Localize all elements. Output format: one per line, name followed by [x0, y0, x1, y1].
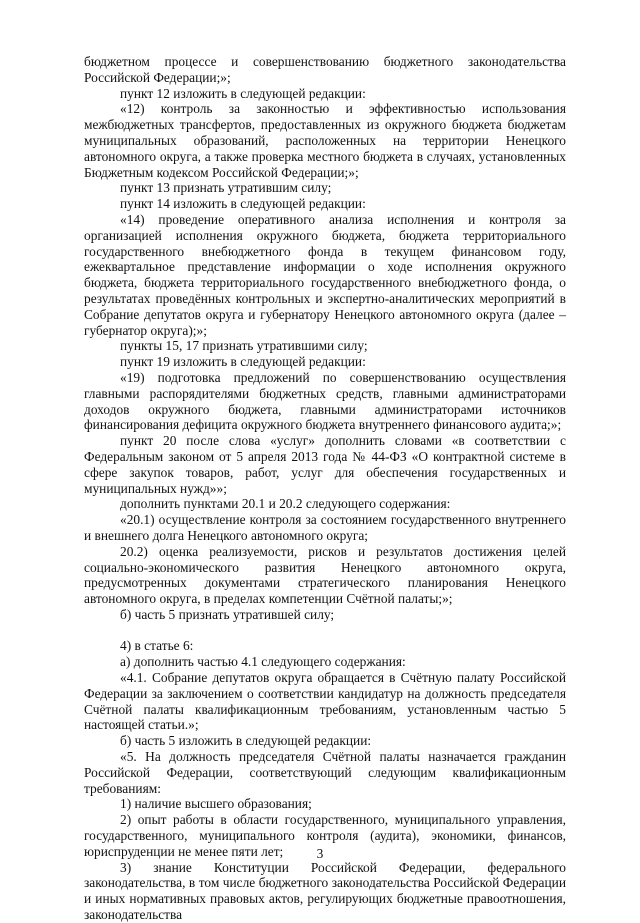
paragraph: 4) в статье 6: [120, 638, 194, 654]
page-number: 3 [316, 846, 324, 861]
paragraph: дополнить пунктами 20.1 и 20.2 следующего содержания: [120, 496, 451, 512]
paragraph: пункт 20 после слова «услуг» дополнить словами «в соответствии с Федеральным законом от 5 апреля 2013 года № 44-ФЗ «О контрактной системе в сфере закупок товаров, работ, услуг для обеспечения государственных и муниципальных нужд»»; [84, 433, 566, 496]
paragraph: б) часть 5 признать утратившей силу; [120, 606, 335, 622]
paragraph: «19) подготовка предложений по совершенствованию осуществления главными распорядителями бюджетных средств, главными администраторами доходов окружного бюджета, главными администраторами источников финансирования дефицита окружного бюджета внутреннего финансового аудита;»; [84, 369, 566, 433]
paragraph: «14) проведение оперативного анализа исполнения и контроля за организацией исполнения окружного бюджета, бюджета территориального государственного внебюджетного фонда в текущем финансовом году, ежеквартальное представление информации о ходе исполнения окружного бюджета, бюджета территориального государственного внебюджетного фонда, о результатах проведённых контрольных и экспертно-аналитических мероприятий в Собрание депутатов округа и губернатору Ненецкого автономного округа (далее – губернатор округа);»; [84, 211, 566, 338]
paragraph: пункт 13 признать утратившим силу; [120, 180, 332, 196]
paragraph-spacer [84, 623, 566, 639]
paragraph: пункт 14 изложить в следующей редакции: [120, 196, 366, 212]
paragraph: «4.1. Собрание депутатов округа обращается в Счётную палату Российской Федерации за заключением о соответствии кандидатур на должность председателя Счётной палаты квалификационным требованиям, установленным частью 5 настоящей статьи.»; [84, 670, 566, 733]
paragraph: «20.1) осуществление контроля за состоянием государственного внутреннего и внешнего долга Ненецкого автономного округа; [84, 512, 566, 543]
paragraph: «12) контроль за законностью и эффективностью использования межбюджетных трансфертов, предоставленных из окружного бюджета бюджетам муниципальных образований, расположенных на территории Ненецкого автономного округа, а также проверка местного бюджета в случаях, установленных Бюджетным кодексом Российской Федерации;»; [84, 101, 566, 180]
paragraph: 3) знание Конституции Российской Федерации, федерального законодательства, в том числе бюджетного законодательства Российской Федерации и иных нормативных правовых актов, регулирующих бюджетные правоотношения, законодательства [84, 859, 566, 923]
paragraph: б) часть 5 изложить в следующей редакции: [120, 733, 372, 749]
paragraph: а) дополнить частью 4.1 следующего содержания: [120, 654, 406, 670]
paragraph: пункт 12 изложить в следующей редакции: [120, 85, 366, 101]
paragraph: пункты 15, 17 признать утратившими силу; [120, 338, 368, 354]
paragraph: 2) опыт работы в области государственного, муниципального управления, государственного, муниципального контроля (аудита), экономики, финансов, юриспруденции не менее пяти лет; [84, 812, 566, 859]
document-body [84, 54, 566, 923]
paragraph: пункт 19 изложить в следующей редакции: [120, 354, 366, 370]
paragraph: 20.2) оценка реализуемости, рисков и результатов достижения целей социально-экономического развития Ненецкого автономного округа, предусмотренных документами стратегического планирования Ненецкого автономного округа, в пределах компетенции Счётной палаты;»; [84, 543, 566, 607]
paragraph: «5. На должность председателя Счётной палаты назначается гражданин Российской Федерации, соответствующий следующим квалификационным требованиям: [84, 749, 566, 796]
paragraph: бюджетном процессе и совершенствованию бюджетного законодательства Российской Федерации;»; [84, 54, 566, 85]
paragraph: 1) наличие высшего образования; [120, 796, 312, 812]
